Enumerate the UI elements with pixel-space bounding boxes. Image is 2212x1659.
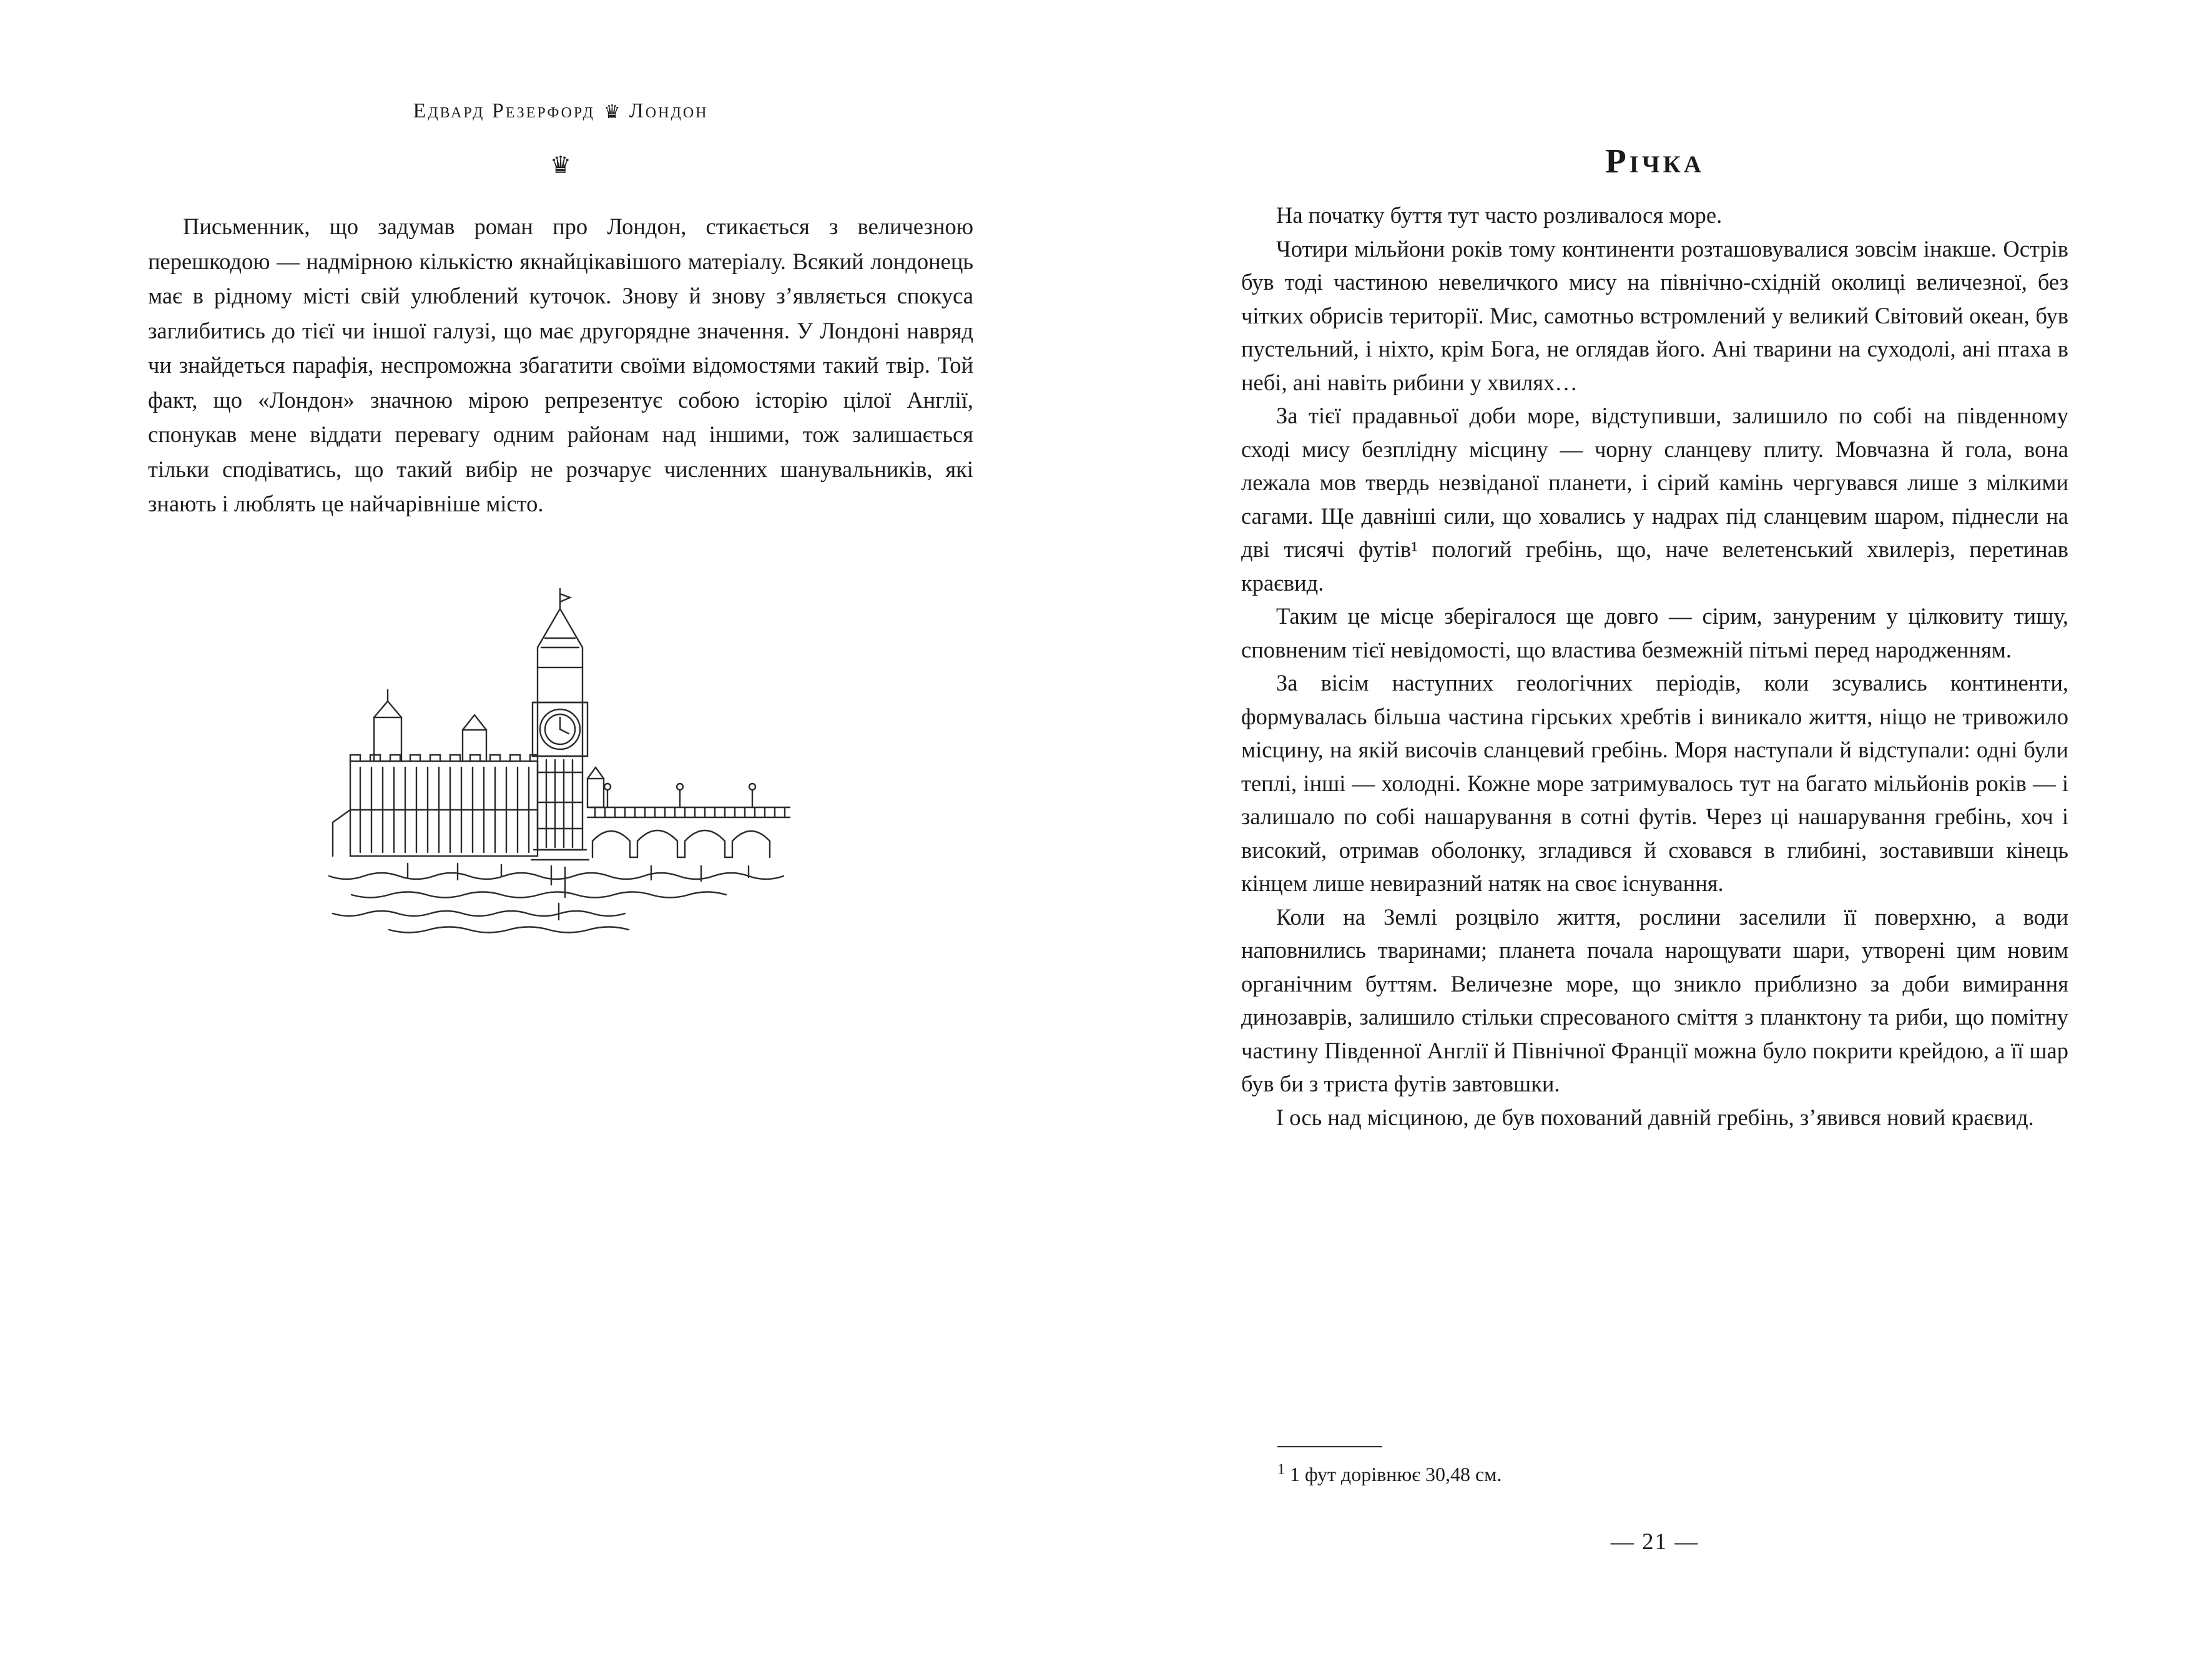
running-head-author: Едвард Резерфорд xyxy=(413,99,595,122)
footnote-text: 1 фут дорівнює 30,48 см. xyxy=(1285,1463,1502,1485)
footnote-text-line xyxy=(1277,1461,2068,1487)
footnote-rule xyxy=(1277,1446,1382,1447)
westminster-sketch-illustration xyxy=(314,573,807,947)
body-paragraph: За тієї прадавньої доби море, відступивши, залишило по собі на південному сході мису безплідну місцину — чорну сланцеву плиту. Мовчазна й гола, вона лежала мов твердь незвіданої планети, і сірий камінь чергувався лише з мілкими сагами. Ще давніші сили, що ховались у надрах під сланцевим шаром, піднесли на дві тисячі футів¹ пологий гребінь, що, наче велетенський хвилеріз, перетинав краєвид. xyxy=(1241,403,2068,596)
big-ben-bridge-drawing xyxy=(314,573,807,947)
running-head-title: Лондон xyxy=(629,99,709,122)
body-paragraph: І ось над місциною, де був похований давній гребінь, з’явився новий краєвид. xyxy=(1276,1104,2034,1130)
left-page xyxy=(148,99,973,947)
body-paragraph: Коли на Землі розцвіло життя, рослини заселили її поверхню, а води наповнились тваринами; планета почала нарощувати шари, утворені цим новим органічним буттям. Величезне море, що зникло приблизно за доби вимирання динозаврів, залишило стільки спресованого сміття з планктону та риби, що помітну частину Південної Англії й Північної Франції можна було покрити крейдою, а її шар був би з триста футів завтовшки. xyxy=(1241,903,2068,1096)
body-paragraph: На початку буття тут часто розливалося море. xyxy=(1276,202,1723,228)
page-number: — 21 — xyxy=(1610,1529,1699,1555)
intro-paragraph: Письменник, що задумав роман про Лондон, стикається з величезною перешкодою — надмірною кількістю якнайцікавішого матеріалу. Всякий лондонець має в рідному місті свій улюблений куточок. Знову й знову з’являється спокуса заглибитись до тієї чи іншої галузі, що має другорядне значення. У Лондоні навряд чи знайдеться парафія, неспроможна збагатити своїми відомостями такий твір. Той факт, що «Лондон» значною мірою репрезентує собою історію цілої Англії, спонукав мене віддати перевагу одним районам над іншими, тож залишається тільки сподіватись, що такий вибір не розчарує численних шанувальників, які знають і люблять це найчарівніше місто. xyxy=(148,214,973,516)
crown-ornament-icon: ♛ xyxy=(549,151,572,179)
chapter-title: Річка xyxy=(1605,142,1704,180)
body-paragraph: За вісім наступних геологічних періодів, коли зсувались континенти, формувалась більша частина гірських хребтів і виникало життя, ніщо не тривожило місцину, на якій височів сланцевий гребінь. Моря наступали й відступали: одні були теплі, інші — холодні. Кожне море затримувалось тут на багато мільйонів років — і залишало по собі нашарування в сотні футів. Через ці нашарування гребінь, хоч і високий, отримав оболонку, згладився й сховався в глибині, зоставивши кінець кінцем лише невиразний натяк на своє існування. xyxy=(1241,670,2068,896)
crown-icon: ♛ xyxy=(603,101,621,123)
footnote-marker: 1 xyxy=(1277,1461,1285,1478)
footnote xyxy=(1277,1446,2068,1487)
running-head xyxy=(148,99,973,124)
body-paragraph: Таким це місце зберігалося ще довго — сірим, зануреним у цілковиту тишу, сповненим тієї невідомості, що властива безмежній пітьмі перед народженням. xyxy=(1241,603,2068,662)
right-page xyxy=(1241,142,2068,1134)
body-paragraph: Чотири мільйони років тому континенти розташовувалися зовсім інакше. Острів був тоді частиною невеличкого мису на північно-східній околиці величезної, без чітких обрисів території. Мис, самотньо встромлений у великий Світовий океан, був пустельний, і ніхто, крім Бога, не оглядав його. Ані тварини на суходолі, ані птаха в небі, ані навіть рибини у хвилях… xyxy=(1241,235,2068,395)
